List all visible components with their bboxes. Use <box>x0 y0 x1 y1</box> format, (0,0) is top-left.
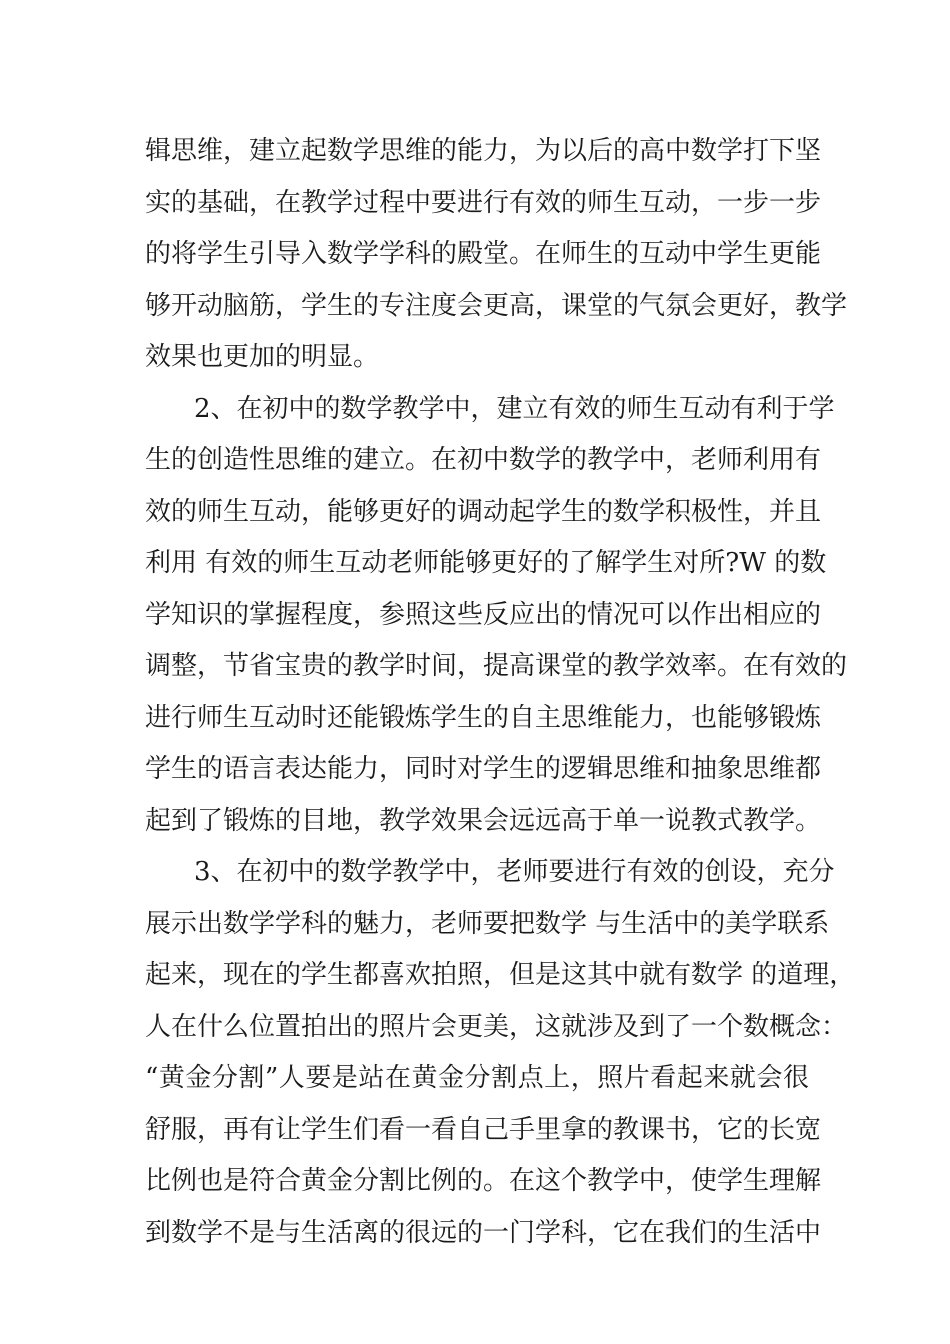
text-line: 展示出数学学科的魅力，老师要把数学 与生活中的美学联系 <box>145 908 830 939</box>
text-line: 实的基础，在教学过程中要进行有效的师生互动，一步一步 <box>145 187 822 218</box>
text-line: 学知识的掌握程度，参照这些反应出的情况可以作出相应的 <box>145 599 822 630</box>
body-text <box>145 126 856 1259</box>
text-line: 利用 有效的师生互动老师能够更好的了解学生对所?W 的数 <box>145 548 827 578</box>
text-line: 学生的语言表达能力，同时对学生的逻辑思维和抽象思维都 <box>145 754 822 784</box>
text-line: 起来，现在的学生都喜欢拍照，但是这其中就有数学 的道理， <box>145 960 856 990</box>
text-line: 舒服，再有让学生们看一看自己手里拿的教课书，它的长宽 <box>145 1114 822 1145</box>
paragraph-start-line: 3、在初中的数学教学中，老师要进行有效的创设，充分 <box>194 857 835 887</box>
text-line: 进行师生互动时还能锻炼学生的自主思维能力，也能够锻炼 <box>145 702 822 733</box>
text-line: “黄金分割”人要是站在黄金分割点上，照片看起来就会很 <box>145 1063 809 1093</box>
text-line: 调整，节省宝贵的教学时间，提高课堂的教学效率。在有效的 <box>145 651 848 681</box>
text-line: 比例也是符合黄金分割比例的。在这个教学中，使学生理解 <box>145 1166 822 1196</box>
text-line: 够开动脑筋，学生的专注度会更高，课堂的气氛会更好，教学 <box>145 290 848 321</box>
text-line: 辑思维，建立起数学思维的能力，为以后的高中数学打下坚 <box>145 136 822 166</box>
text-line: 生的创造性思维的建立。在初中数学的教学中，老师利用有 <box>145 445 822 475</box>
text-line: 到数学不是与生活离的很远的一门学科，它在我们的生活中 <box>145 1217 822 1248</box>
text-line: 人在什么位置拍出的照片会更美，这就涉及到了一个数概念： <box>145 1011 848 1042</box>
text-line: 的将学生引导入数学学科的殿堂。在师生的互动中学生更能 <box>145 239 822 269</box>
text-line: 效果也更加的明显。 <box>145 342 380 372</box>
text-line: 起到了锻炼的目地，教学效果会远远高于单一说教式教学。 <box>145 805 822 836</box>
paragraph-start-line: 2、在初中的数学教学中，建立有效的师生互动有利于学 <box>194 393 835 424</box>
text-line: 效的师生互动，能够更好的调动起学生的数学积极性，并且 <box>145 496 822 527</box>
